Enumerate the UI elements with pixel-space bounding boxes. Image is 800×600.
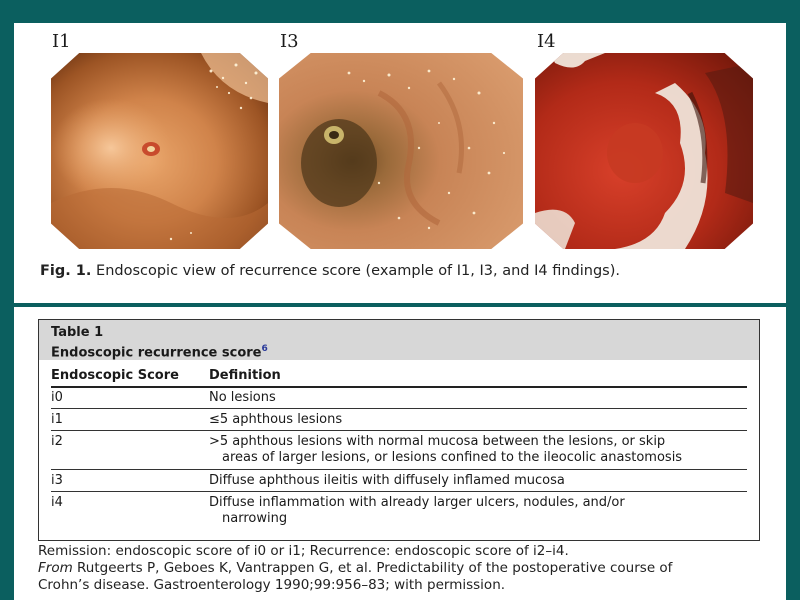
header-rule [51,386,747,388]
definition-line: ≤5 aphthous lesions [209,412,343,427]
table-panel [14,307,786,600]
endoscopic-image-i1 [51,53,268,249]
footnote-remission: Remission: endoscopic score of i0 or i1; Recurrence: endoscopic score of i2–i4. [38,543,569,559]
figure-caption [40,263,620,279]
figure-caption-label: Fig. 1. [40,263,92,279]
definition-line: >5 aphthous lesions with normal mucosa between the lesions, or skip [209,434,666,449]
definition-cell [209,473,749,489]
definition-line: narrowing [222,511,288,526]
definition-cell [209,390,749,406]
score-cell: i3 [51,473,63,488]
row-rule [51,469,747,470]
footnote-citation: Crohn’s disease. Gastroenterology 1990;99:956–83; with permission. [38,577,506,593]
endoscopic-photo-i3-icon [279,53,523,249]
recurrence-score-table [38,319,760,541]
table-title [51,341,747,361]
column-header-score: Endoscopic Score [51,368,179,383]
score-cell: i1 [51,412,63,427]
column-header-definition: Definition [209,368,281,383]
endoscopic-image-i4 [535,53,753,249]
score-cell: i0 [51,390,63,405]
footnote-from: From [38,560,73,576]
definition-line: Diffuse inflammation with already larger ulcers, nodules, and/or [209,495,625,510]
image-label-i1: I1 [52,31,71,52]
image-label-i4: I4 [537,31,556,52]
figure-panel [14,23,786,303]
row-rule [51,408,747,409]
image-label-i3: I3 [280,31,299,52]
endoscopic-photo-i1-icon [51,53,268,249]
endoscopic-image-i3 [279,53,523,249]
table-number: Table 1 [51,325,104,340]
definition-line: No lesions [209,390,276,405]
table-caption [39,320,759,360]
figure-caption-text: Endoscopic view of recurrence score (example of I1, I3, and I4 findings). [91,263,620,279]
footnote-source-text: Rutgeerts P, Geboes K, Vantrappen G, et al. Predictability of the postoperative course of [72,560,673,576]
definition-cell [209,412,749,428]
score-cell: i4 [51,495,63,510]
endoscopic-photo-i4-icon [535,53,753,249]
definition-line: areas of larger lesions, or lesions confined to the ileocolic anastomosis [222,450,683,465]
row-rule [51,491,747,492]
score-cell: i2 [51,434,63,449]
table-title-reference: 6 [261,344,268,354]
definition-cell [209,495,749,527]
footnote-source [38,560,672,577]
row-rule [51,430,747,431]
table-title-text: Endoscopic recurrence score [51,345,262,361]
definition-cell [209,434,749,466]
definition-line: Diffuse aphthous ileitis with diffusely inflamed mucosa [209,473,565,488]
